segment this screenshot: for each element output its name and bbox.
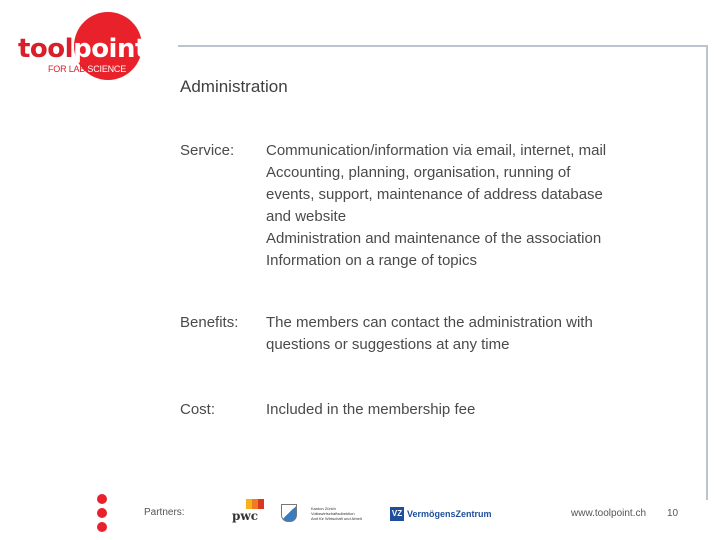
- frame-top-line: [178, 45, 708, 47]
- page-number: 10: [667, 508, 679, 519]
- service-label: Service:: [180, 142, 235, 159]
- service-line: Accounting, planning, organisation, running of: [266, 164, 571, 181]
- logo-word-part2: point: [73, 34, 147, 64]
- logo-tag-part2: SCIENCE: [85, 64, 127, 74]
- logo-tag-part1: FOR LAB: [48, 64, 86, 74]
- page-title: Administration: [180, 77, 288, 96]
- service-line: Communication/information via email, internet, mail: [266, 142, 607, 159]
- canton-logo-text: [311, 506, 362, 521]
- benefits-value: [266, 312, 666, 356]
- toolpoint-logo: [14, 10, 146, 82]
- pwc-bars-icon: [246, 499, 264, 509]
- logo-tagline: [48, 64, 126, 74]
- red-dot: [97, 494, 107, 504]
- red-dots-decoration: [97, 494, 107, 536]
- service-line: Administration and maintenance of the association: [266, 230, 602, 247]
- canton-line: Volkswirtschaftsdirektion: [311, 511, 355, 516]
- cost-label: Cost:: [180, 401, 216, 418]
- benefits-line: The members can contact the administration with: [266, 314, 593, 331]
- benefits-label: Benefits:: [180, 314, 239, 331]
- pwc-logo[interactable]: [232, 497, 268, 523]
- zurich-crest-icon: [281, 504, 297, 522]
- pwc-logo-text: pwc: [232, 509, 259, 523]
- logo-wordmark: [18, 36, 147, 62]
- frame-right-line: [706, 45, 708, 500]
- service-line: and website: [266, 208, 347, 225]
- cost-value: [266, 399, 666, 421]
- canton-line: Kanton Zürich: [311, 506, 336, 511]
- red-dot: [97, 508, 107, 518]
- canton-zurich-logo[interactable]: [281, 504, 367, 522]
- red-dot: [97, 522, 107, 532]
- vz-logo-text: VermögensZentrum: [407, 509, 492, 519]
- partners-label: Partners:: [144, 507, 185, 518]
- vz-badge-icon: VZ: [390, 507, 404, 521]
- service-line: Information on a range of topics: [266, 252, 477, 269]
- canton-line: Amt für Wirtschaft und Arbeit: [311, 516, 362, 521]
- cost-line: Included in the membership fee: [266, 401, 476, 418]
- benefits-line: questions or suggestions at any time: [266, 336, 510, 353]
- service-line: events, support, maintenance of address database: [266, 186, 603, 203]
- logo-word-part1: tool: [18, 34, 74, 64]
- service-value: [266, 140, 666, 272]
- website-link[interactable]: www.toolpoint.ch: [571, 508, 647, 519]
